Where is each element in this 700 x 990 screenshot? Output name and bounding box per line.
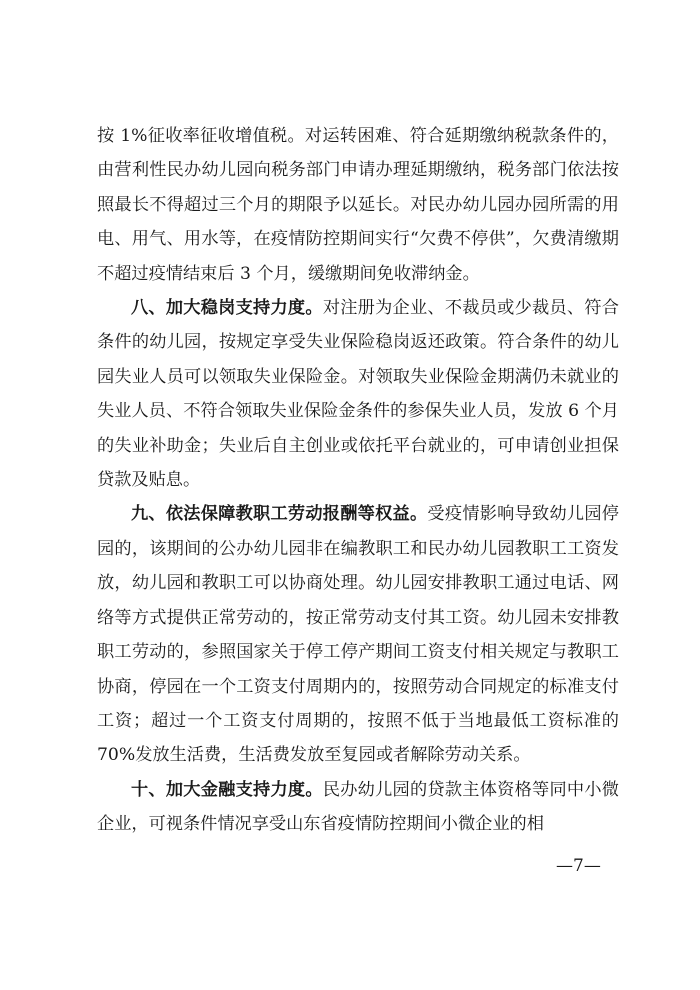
- paragraph-text: 民办幼儿园的贷款主体资格等同中小微企业，可视条件情况享受山东省疫情防控期间小微企业的相: [97, 779, 619, 835]
- paragraph-section-10: [97, 773, 619, 842]
- section-heading: 十、加大金融支持力度。: [131, 779, 323, 800]
- section-heading: 八、加大稳岗支持力度。: [131, 298, 323, 319]
- page-number: —7—: [556, 856, 601, 876]
- paragraph-text: 对注册为企业、不裁员或少裁员、符合条件的幼儿园，按规定享受失业保险稳岗返还政策。符合条件的幼儿园失业人员可以领取失业保险金。对领取失业保险金期满仍未就业的失业人员、不符合领取失业保险金条件的参保失业人员，发放 6 个月的失业补助金；失业后自主创业或依托平台就业的，可申请创业担保贷款及贴息。: [97, 298, 619, 491]
- paragraph-text: 受疫情影响导致幼儿园停园的，该期间的公办幼儿园非在编教职工和民办幼儿园教职工工资发放，幼儿园和教职工可以协商处理。幼儿园安排教职工通过电话、网络等方式提供正常劳动的，按正常劳动支付其工资。幼儿园未安排教职工劳动的，参照国家关于停工停产期间工资支付相关规定与教职工协商，停园在一个工资支付周期内的，按照劳动合同规定的标准支付工资；超过一个工资支付周期的，按照不低于当地最低工资标准的 70%发放生活费，生活费发放至复园或者解除劳动关系。: [97, 504, 619, 766]
- paragraph-continuation: [97, 119, 619, 291]
- paragraph-section-9: [97, 497, 619, 772]
- section-heading: 九、依法保障教职工劳动报酬等权益。: [131, 504, 428, 525]
- paragraph-section-8: [97, 291, 619, 497]
- paragraph-text: 按 1%征收率征收增值税。对运转困难、符合延期缴纳税款条件的，由营利性民办幼儿园向税务部门申请办理延期缴纳，税务部门依法按照最长不得超过三个月的期限予以延长。对民办幼儿园办园所需的用电、用气、用水等，在疫情防控期间实行“欠费不停供”，欠费清缴期不超过疫情结束后 3 个月，缓缴期间免收滞纳金。: [97, 126, 619, 284]
- document-body: [97, 119, 619, 842]
